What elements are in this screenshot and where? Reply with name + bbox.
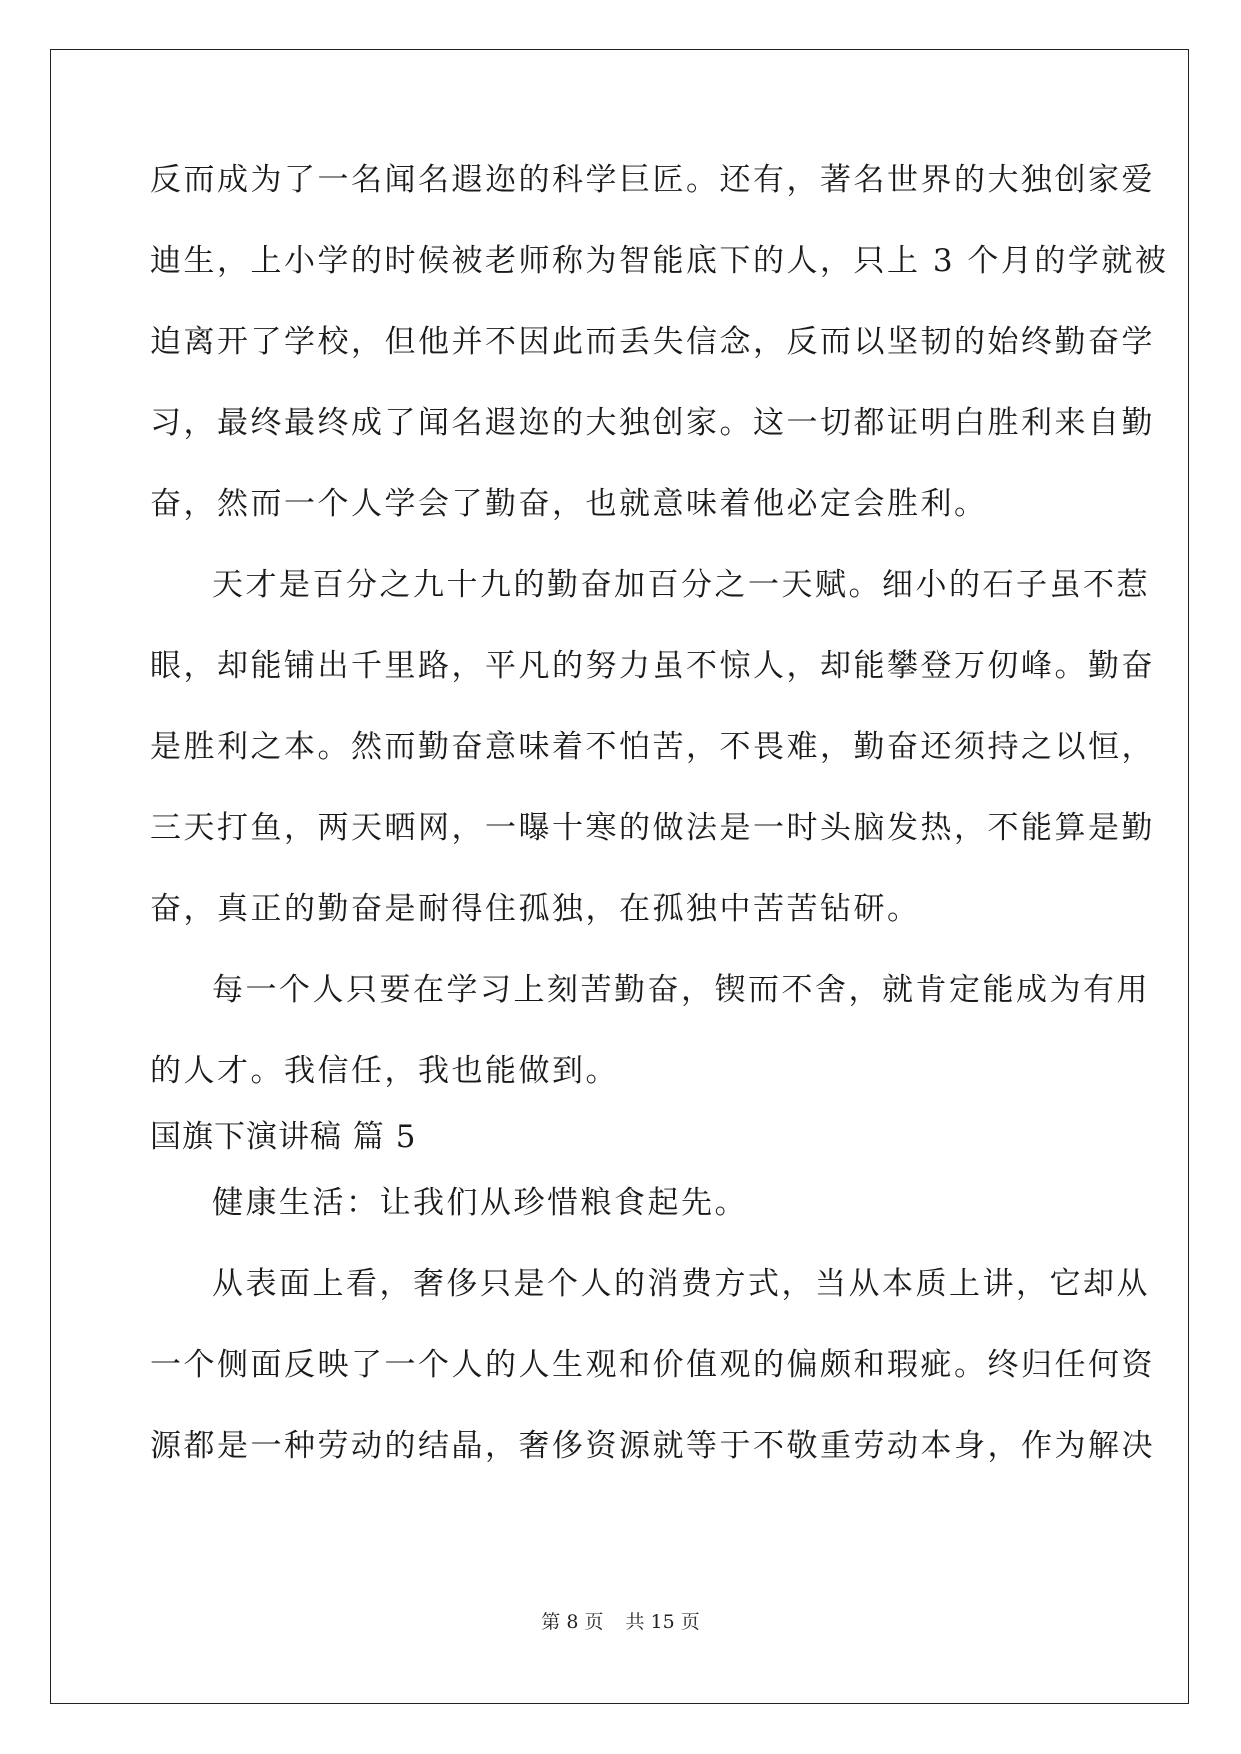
text-line: 健康生活：让我们从珍惜粮食起先。 — [212, 1185, 748, 1221]
text-line: 三天打鱼，两天晒网，一曝十寒的做法是一时头脑发热，不能算是勤 — [150, 810, 1155, 846]
text-line: 奋，真正的勤奋是耐得住孤独，在孤独中苦苦钻研。 — [150, 891, 921, 927]
page-number: 第 8 页 — [541, 1611, 604, 1633]
text-line: 是胜利之本。然而勤奋意味着不怕苦，不畏难，勤奋还须持之以恒， — [150, 729, 1155, 765]
text-line: 每一个人只要在学习上刻苦勤奋，锲而不舍，就肯定能成为有用 — [212, 972, 1150, 1008]
section-heading: 国旗下演讲稿 篇 5 — [150, 1119, 417, 1155]
text-line: 天才是百分之九十九的勤奋加百分之一天赋。细小的石子虽不惹 — [212, 567, 1150, 603]
text-line: 反而成为了一名闻名遐迩的科学巨匠。还有，著名世界的大独创家爱 — [150, 162, 1155, 198]
text-line: 一个侧面反映了一个人的人生观和价值观的偏颇和瑕疵。终归任何资 — [150, 1347, 1155, 1383]
text-line: 迫离开了学校，但他并不因此而丢失信念，反而以坚韧的始终勤奋学 — [150, 324, 1155, 360]
text-line: 奋，然而一个人学会了勤奋，也就意味着他必定会胜利。 — [150, 486, 988, 522]
text-line: 源都是一种劳动的结晶，奢侈资源就等于不敬重劳动本身，作为解决 — [150, 1428, 1155, 1464]
text-line: 眼，却能铺出千里路，平凡的努力虽不惊人，却能攀登万仞峰。勤奋 — [150, 648, 1155, 684]
text-line: 的人才。我信任，我也能做到。 — [150, 1053, 619, 1089]
page-footer — [0, 1610, 1241, 1634]
text-line: 迪生，上小学的时候被老师称为智能底下的人，只上 3 个月的学就被 — [150, 243, 1169, 279]
text-line: 从表面上看，奢侈只是个人的消费方式，当从本质上讲，它却从 — [212, 1266, 1150, 1302]
page-total: 共 15 页 — [625, 1611, 700, 1633]
text-line: 习，最终最终成了闻名遐迩的大独创家。这一切都证明白胜利来自勤 — [150, 405, 1155, 441]
